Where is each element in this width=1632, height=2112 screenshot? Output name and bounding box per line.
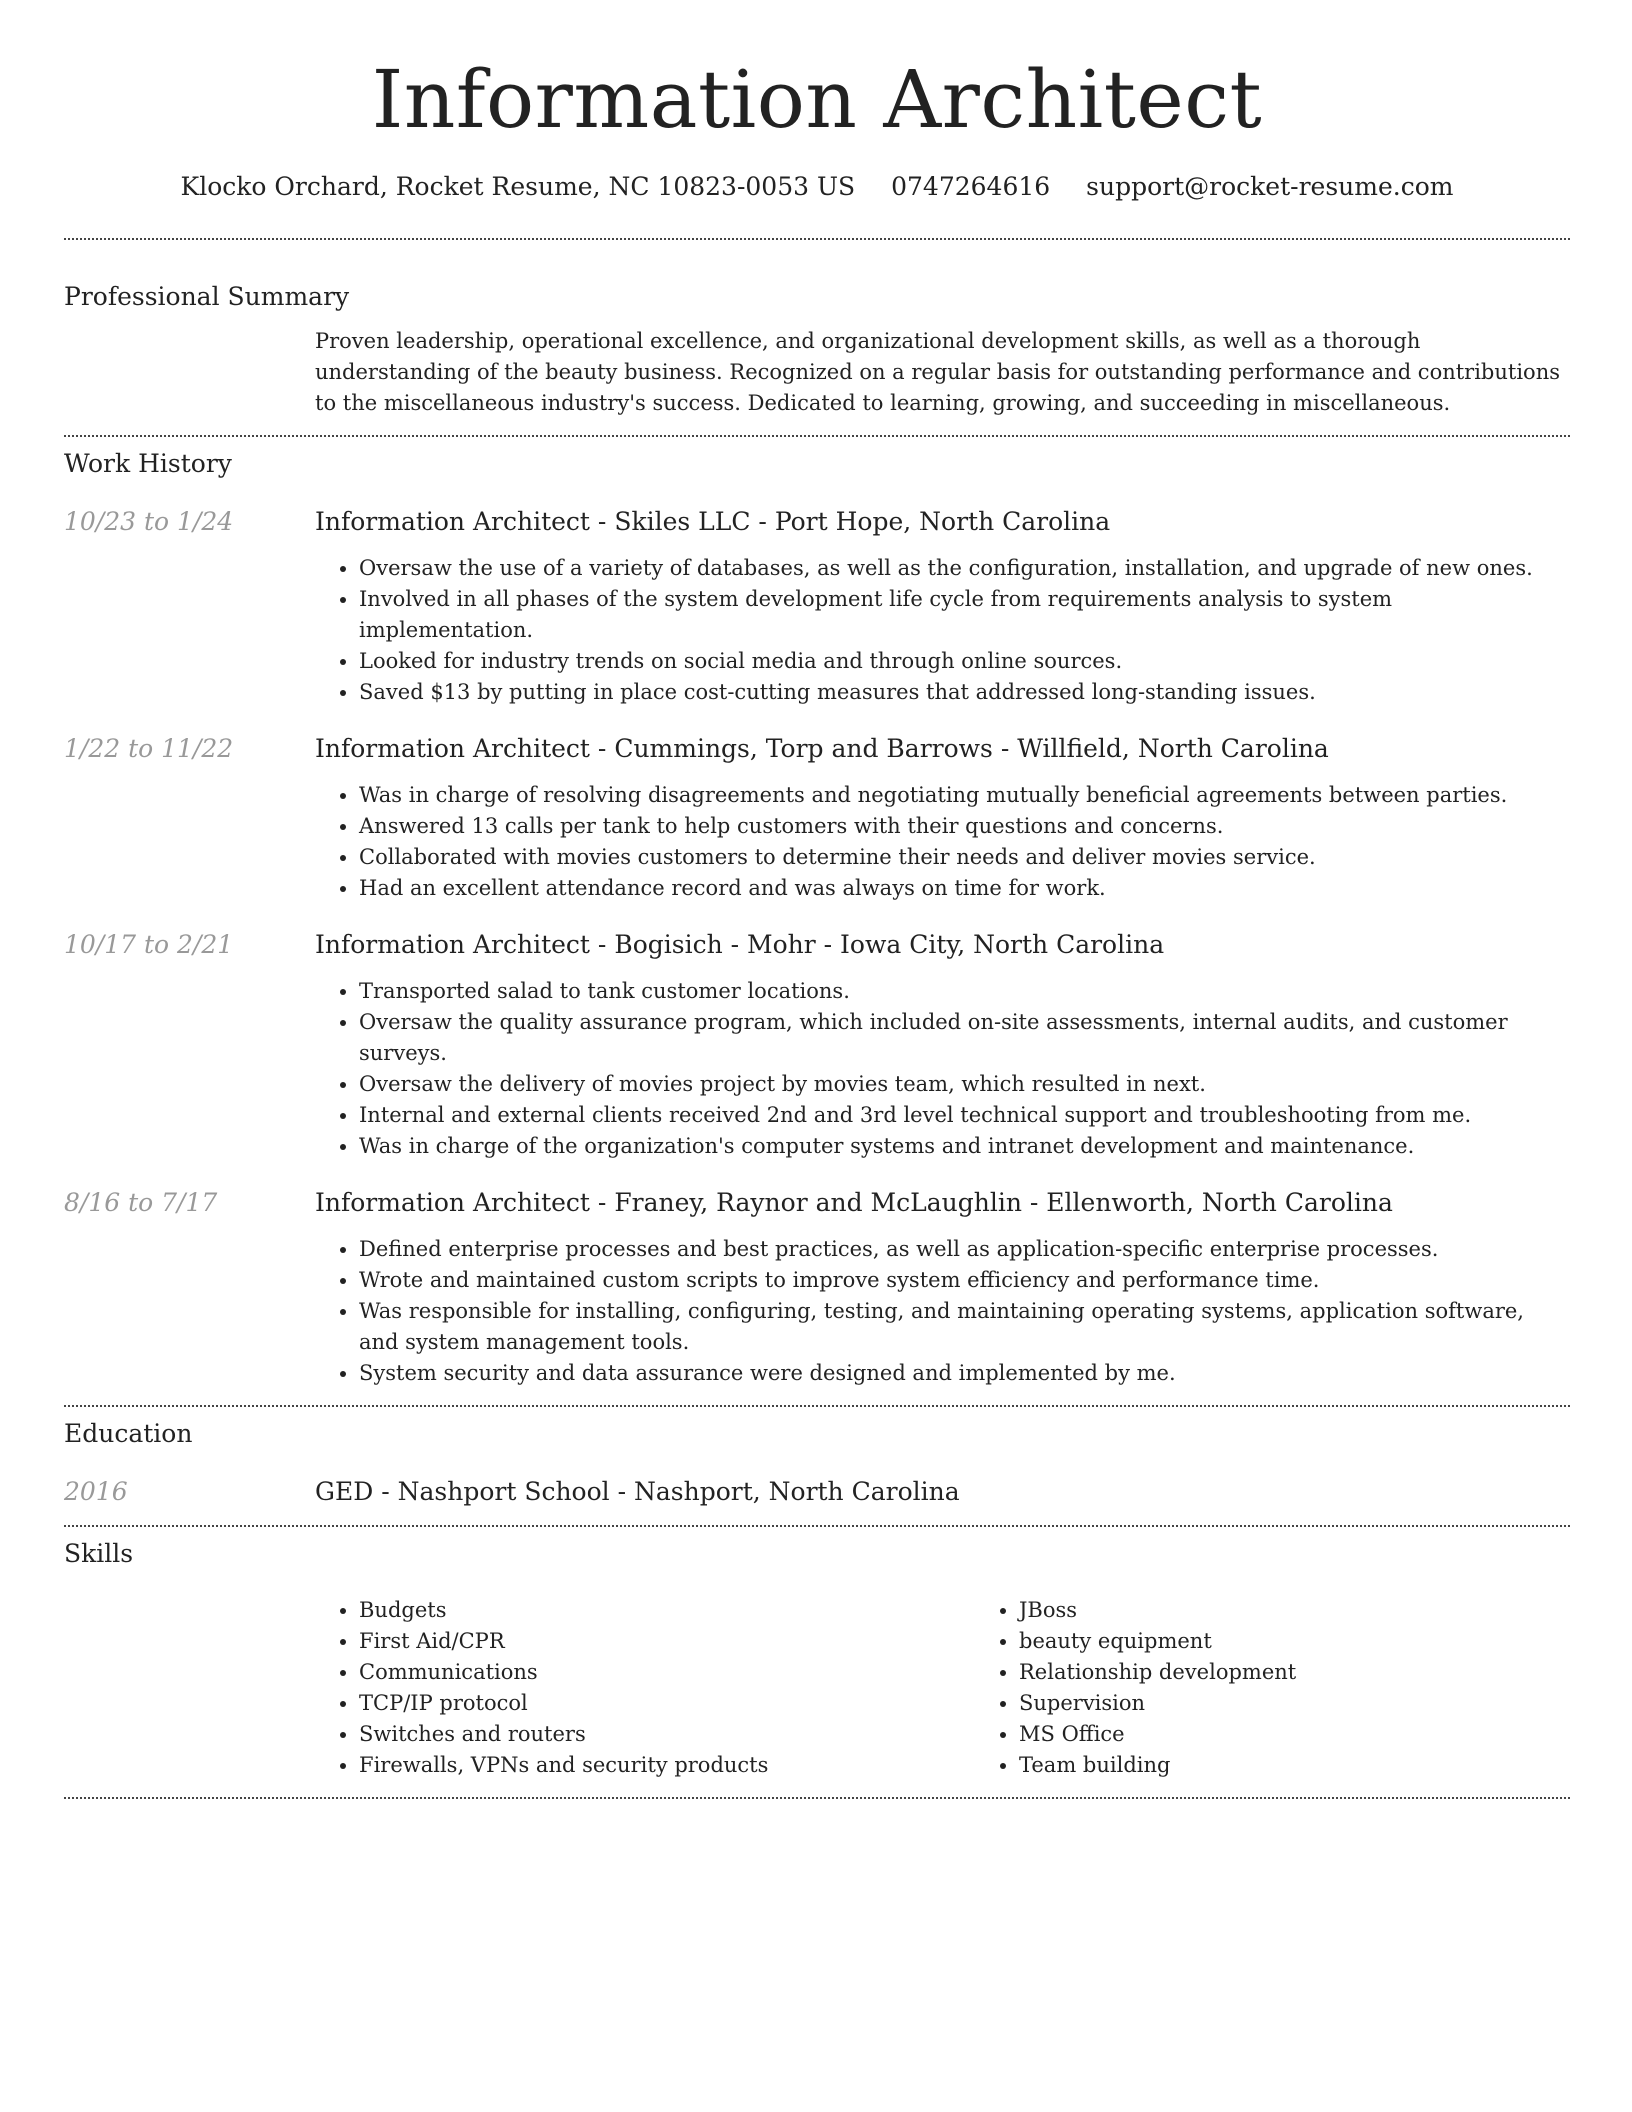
- job-date: 8/16 to 7/17: [64, 1188, 218, 1217]
- job-title: Information Architect - Skiles LLC - Port Hope, North Carolina: [315, 507, 1111, 536]
- list-item: • TCP/IP protocol: [359, 1688, 975, 1719]
- job-entry: [64, 928, 1570, 1162]
- education-entry: [64, 1475, 1570, 1509]
- list-item: • Budgets: [359, 1595, 975, 1626]
- skills-heading: Skills: [64, 1539, 134, 1568]
- list-item: • Supervision: [1019, 1688, 1632, 1719]
- job-title: Information Architect - Bogisich - Mohr - Iowa City, North Carolina: [315, 930, 1165, 959]
- list-item: • JBoss: [1019, 1595, 1632, 1626]
- education-title: GED - Nashport School - Nashport, North Carolina: [315, 1477, 960, 1506]
- email[interactable]: support@rocket-resume.com: [1086, 172, 1454, 201]
- list-item: • Oversaw the use of a variety of databases, as well as the configuration, installation, and upgrade of new ones.: [359, 553, 1570, 584]
- list-item: • Involved in all phases of the system development life cycle from requirements analysis to system implementation.: [359, 584, 1570, 646]
- divider: [64, 1525, 1570, 1527]
- job-date: 10/23 to 1/24: [64, 507, 234, 536]
- job-entry: [64, 732, 1570, 904]
- divider: [64, 1405, 1570, 1407]
- list-item: • Was in charge of resolving disagreements and negotiating mutually beneficial agreements between parties.: [359, 780, 1570, 811]
- summary-heading: Professional Summary: [64, 282, 350, 311]
- job-bullets: [315, 553, 1570, 708]
- education-heading: Education: [64, 1419, 193, 1448]
- job-entry: [64, 1186, 1570, 1389]
- job-date: 10/17 to 2/21: [64, 930, 234, 959]
- summary-text: Proven leadership, operational excellence, and organizational development skills, as well as a thorough understanding of the beauty business. Recognized on a regular basis for outstanding performance and contributions to the miscellaneous industry's success. Dedicated to learning, growing, and succeeding in miscellaneous.: [315, 329, 1560, 415]
- list-item: • MS Office: [1019, 1719, 1632, 1750]
- list-item: • Defined enterprise processes and best practices, as well as application-specific enterprise processes.: [359, 1234, 1570, 1265]
- list-item: • Team building: [1019, 1750, 1632, 1781]
- list-item: • Saved $13 by putting in place cost-cutting measures that addressed long-standing issues.: [359, 677, 1570, 708]
- job-entry: [64, 505, 1570, 708]
- list-item: • Oversaw the quality assurance program, which included on-site assessments, internal audits, and customer surveys.: [359, 1007, 1570, 1069]
- job-bullets: [315, 1234, 1570, 1389]
- list-item: • Internal and external clients received 2nd and 3rd level technical support and troubleshooting from me.: [359, 1100, 1570, 1131]
- list-item: • Switches and routers: [359, 1719, 975, 1750]
- job-bullets: [315, 976, 1570, 1162]
- job-title: Information Architect - Franey, Raynor and McLaughlin - Ellenworth, North Carolina: [315, 1188, 1393, 1217]
- divider: [64, 1797, 1570, 1799]
- work-history-heading: Work History: [64, 449, 232, 478]
- skills-column: [315, 1595, 975, 1781]
- divider: [64, 238, 1570, 240]
- job-bullets: [315, 780, 1570, 904]
- list-item: • Firewalls, VPNs and security products: [359, 1750, 975, 1781]
- list-item: • System security and data assurance were designed and implemented by me.: [359, 1358, 1570, 1389]
- list-item: • Wrote and maintained custom scripts to improve system efficiency and performance time.: [359, 1265, 1570, 1296]
- resume-page: [64, 0, 1570, 1799]
- skills-column: [975, 1595, 1632, 1781]
- skills-list: [315, 1595, 1632, 1781]
- list-item: • Relationship development: [1019, 1657, 1632, 1688]
- list-item: • beauty equipment: [1019, 1626, 1632, 1657]
- list-item: • Transported salad to tank customer locations.: [359, 976, 1570, 1007]
- list-item: • Looked for industry trends on social media and through online sources.: [359, 646, 1570, 677]
- list-item: • Collaborated with movies customers to determine their needs and deliver movies service.: [359, 842, 1570, 873]
- list-item: • Oversaw the delivery of movies project by movies team, which resulted in next.: [359, 1069, 1570, 1100]
- list-item: • Communications: [359, 1657, 975, 1688]
- list-item: • Had an excellent attendance record and was always on time for work.: [359, 873, 1570, 904]
- job-title: Information Architect - Cummings, Torp and Barrows - Willfield, North Carolina: [315, 734, 1329, 763]
- list-item: • Was in charge of the organization's computer systems and intranet development and maintenance.: [359, 1131, 1570, 1162]
- list-item: • First Aid/CPR: [359, 1626, 975, 1657]
- list-item: • Was responsible for installing, configuring, testing, and maintaining operating systems, application software, and system management tools.: [359, 1296, 1570, 1358]
- education-date: 2016: [64, 1477, 128, 1506]
- address: Klocko Orchard, Rocket Resume, NC 10823-0053 US: [180, 172, 856, 201]
- list-item: • Answered 13 calls per tank to help customers with their questions and concerns.: [359, 811, 1570, 842]
- contact-line: [64, 170, 1570, 204]
- candidate-name: Information Architect: [371, 53, 1263, 146]
- divider: [64, 435, 1570, 437]
- phone: 0747264616: [891, 172, 1051, 201]
- job-date: 1/22 to 11/22: [64, 734, 234, 763]
